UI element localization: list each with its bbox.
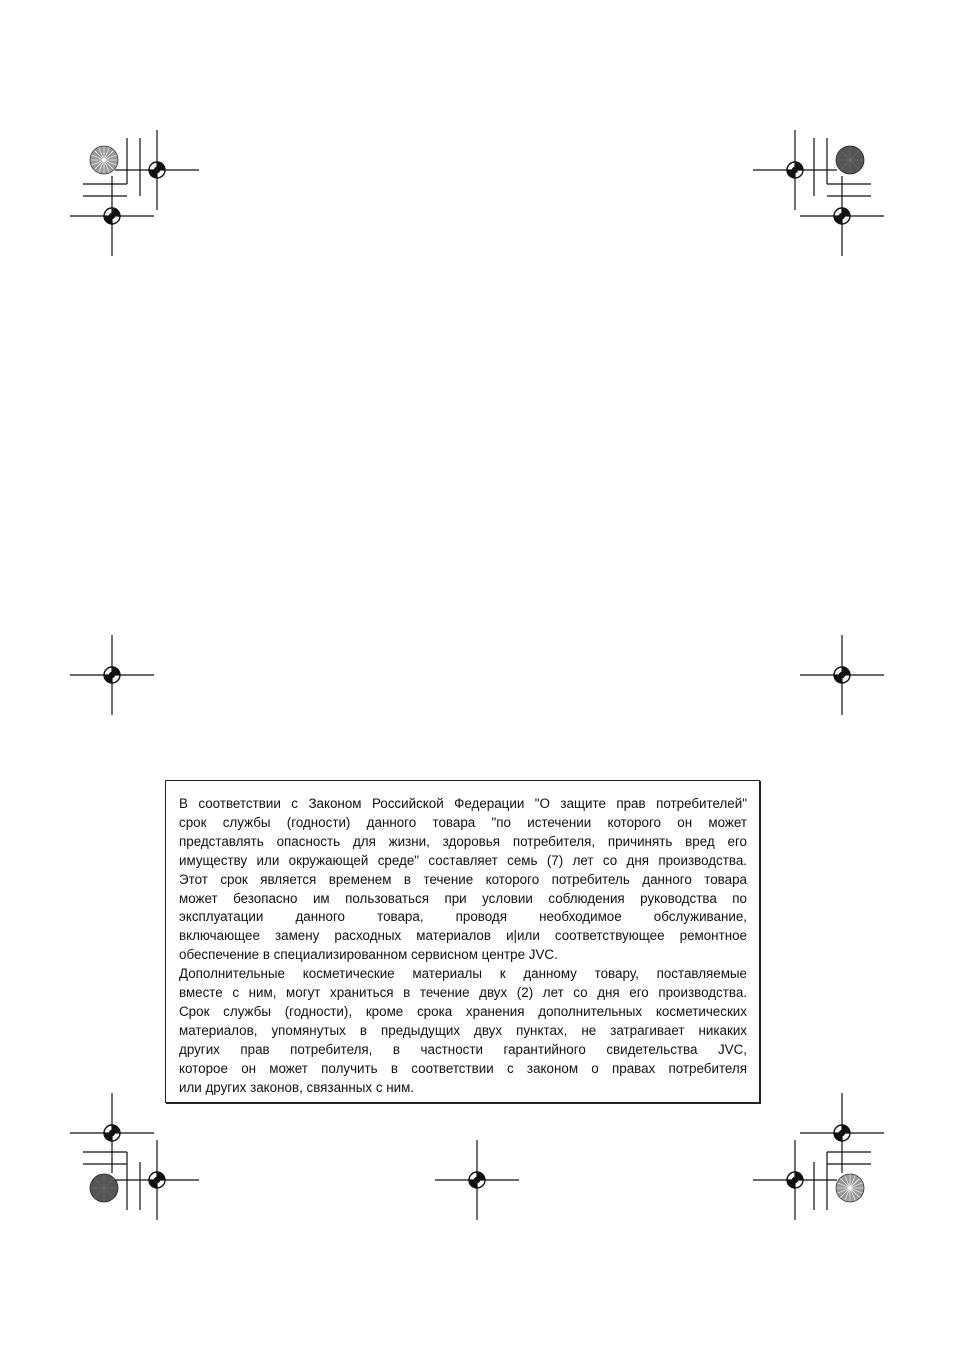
notice-line: эксплуатации данного товара, проводя необходимое обслуживание, — [179, 909, 747, 925]
registration-crosshair-icon — [115, 1140, 199, 1220]
notice-line: Срок службы (годности), кроме срока хранения дополнительных косметических — [179, 1003, 747, 1019]
registration-crosshair-icon — [70, 1093, 154, 1173]
registration-crosshair-icon — [435, 1140, 519, 1220]
notice-line: В соответствии с Законом Российской Федерации "О защите прав потребителей" — [179, 796, 747, 811]
crop-mark-top-right — [814, 138, 871, 196]
crop-mark-bottom-left — [83, 1152, 140, 1210]
notice-line: материалов, упомянутых в предыдущих двух пунктах, не затрагивает никаких — [179, 1022, 747, 1038]
notice-line: вместе с ним, могут храниться в течение двух (2) лет со дня его производства. — [179, 985, 747, 1001]
registration-crosshair-icon — [70, 635, 154, 715]
notice-line: представлять опасность для жизни, здоровья потребителя, причинять вред его — [179, 833, 747, 849]
registration-crosshair-icon — [800, 1093, 884, 1173]
notice-line: других прав потребителя, в частности гарантийного свидетельства JVC, — [179, 1041, 747, 1057]
registration-crosshair-icon — [800, 176, 884, 256]
registration-crosshair-icon — [753, 1140, 837, 1220]
starburst-target-icon — [90, 146, 118, 174]
notice-line: которое он может получить в соответствии с законом о правах потребителя — [179, 1060, 747, 1076]
starburst-target-icon — [90, 1174, 118, 1202]
notice-line: включающее замену расходных материалов и|или соответствующее ремонтное — [179, 928, 747, 944]
crop-mark-bottom-right — [814, 1152, 871, 1210]
notice-line: Дополнительные косметические материалы к данному товару, поставляемые — [179, 966, 747, 982]
registration-crosshair-icon — [115, 130, 199, 210]
registration-crosshair-icon — [753, 130, 837, 210]
registration-crosshair-icon — [800, 635, 884, 715]
notice-line: срок службы (годности) данного товара "по истечении которого он может — [179, 814, 747, 830]
notice-line: обеспечение в специализированном сервисном центре JVC. — [179, 947, 558, 963]
notice-line: или других законов, связанных с ним. — [179, 1079, 415, 1095]
notice-line: может безопасно им пользоваться при условии соблюдения руководства по — [179, 890, 747, 906]
notice-line: Этот срок является временем в течение которого потребитель данного товара — [179, 871, 747, 887]
service-life-notice — [165, 780, 760, 1103]
notice-line: имуществу или окружающей среде" составляет семь (7) лет со дня производства. — [179, 852, 747, 868]
starburst-target-icon — [836, 1174, 864, 1202]
registration-crosshair-icon — [70, 176, 154, 256]
starburst-target-icon — [836, 146, 864, 174]
crop-mark-top-left — [83, 138, 140, 196]
